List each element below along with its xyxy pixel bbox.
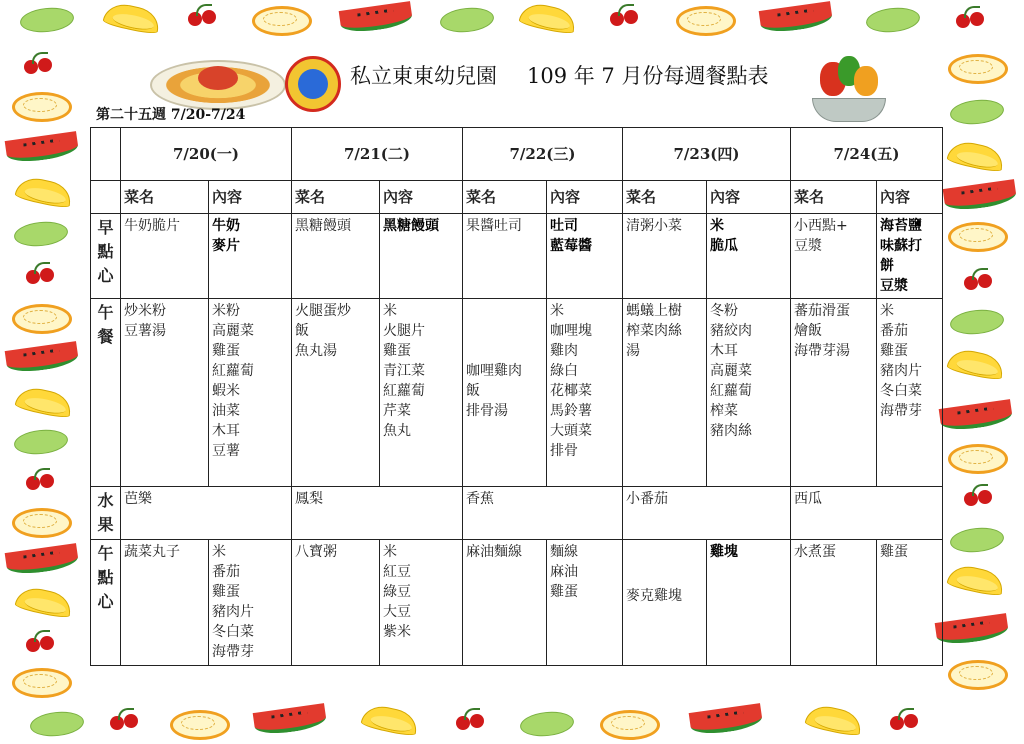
content-header: 內容 (547, 181, 623, 214)
banana-icon (102, 0, 162, 35)
watermelon-icon (689, 703, 764, 737)
content-line: 豆薯 (212, 443, 240, 459)
day-header: 7/21(二) (292, 128, 463, 181)
dish-line: 果醬吐司 (466, 218, 522, 234)
watermelon-icon (5, 341, 80, 375)
content-line: 米粉 (212, 303, 240, 319)
dish-cell (623, 540, 707, 666)
content-line: 麵線 (550, 544, 578, 560)
lemon-icon (676, 6, 736, 36)
dish-cell (791, 540, 877, 666)
dish-line: 黑糖饅頭 (295, 218, 351, 234)
dish-line: 湯 (626, 343, 640, 359)
watermelon-icon (943, 179, 1018, 213)
dish-line: 榨菜肉絲 (626, 323, 682, 339)
dish-line: 海帶芽湯 (794, 343, 850, 359)
content-cell (380, 299, 463, 487)
banana-icon (518, 0, 578, 35)
content-line: 冬白菜 (880, 383, 922, 399)
food-plate-icon (150, 60, 286, 110)
dish-line: 燴飯 (794, 323, 822, 339)
cherry-icon (450, 708, 490, 730)
page-title (350, 60, 798, 90)
content-line: 高麗菜 (710, 363, 752, 379)
content-cell (877, 540, 943, 666)
content-line: 馬鈴薯 (550, 403, 592, 419)
dish-header: 菜名 (791, 181, 877, 214)
cherry-icon (884, 708, 924, 730)
dish-cell (791, 299, 877, 487)
dish-header: 菜名 (623, 181, 707, 214)
corner-cell (91, 181, 121, 214)
cherry-icon (104, 708, 144, 730)
content-line: 蝦米 (212, 383, 240, 399)
cherry-icon (182, 4, 222, 26)
watermelon-icon (759, 1, 834, 35)
fruit-cell: 西瓜 (791, 487, 943, 540)
content-line: 米 (880, 303, 894, 319)
content-line: 雞蛋 (550, 584, 578, 600)
lemon-icon (948, 222, 1008, 252)
content-line: 黑糖饅頭 (383, 218, 439, 234)
watermelon-icon (5, 131, 80, 165)
dish-line: 排骨湯 (466, 403, 508, 419)
dish-header: 菜名 (121, 181, 209, 214)
dish-line: 麥克雞塊 (626, 588, 682, 604)
snack-row (91, 540, 943, 666)
content-line: 高麗菜 (212, 323, 254, 339)
lemon-icon (252, 6, 312, 36)
dish-cell (121, 540, 209, 666)
dish-line: 螞蟻上樹 (626, 303, 682, 319)
content-cell (209, 540, 292, 666)
lime-icon (865, 5, 921, 35)
content-line: 綠白 (550, 363, 578, 379)
lime-icon (519, 709, 575, 739)
content-line: 海帶芽 (212, 644, 254, 660)
lemon-icon (948, 54, 1008, 84)
cherry-icon (18, 52, 58, 74)
content-line: 餅 (880, 258, 894, 274)
dish-cell (463, 214, 547, 299)
banana-icon (946, 138, 1006, 173)
content-line: 麻油 (550, 564, 578, 580)
dish-line: 牛奶脆片 (124, 218, 180, 234)
content-header: 內容 (209, 181, 292, 214)
content-line: 海帶芽 (880, 403, 922, 419)
content-cell (209, 299, 292, 487)
cherry-icon (604, 4, 644, 26)
dish-header: 菜名 (292, 181, 380, 214)
lemon-icon (12, 92, 72, 122)
content-header: 內容 (707, 181, 791, 214)
row-label-lunch: 午 餐 (91, 299, 121, 487)
content-line: 雞蛋 (212, 584, 240, 600)
content-line: 芹菜 (383, 403, 411, 419)
banana-icon (804, 702, 864, 737)
menu-header (150, 50, 850, 120)
dish-cell (292, 214, 380, 299)
content-cell (877, 299, 943, 487)
content-line: 雞蛋 (212, 343, 240, 359)
cherry-icon (20, 468, 60, 490)
content-line: 藍莓醬 (550, 238, 592, 254)
content-line: 花椰菜 (550, 383, 592, 399)
corner-cell (91, 128, 121, 181)
content-line: 大豆 (383, 604, 411, 620)
banana-icon (946, 346, 1006, 381)
lime-icon (949, 97, 1005, 127)
dish-line: 小西點+ (794, 218, 848, 234)
content-line: 雞蛋 (880, 343, 908, 359)
row-label-snack: 午 點 心 (91, 540, 121, 666)
content-line: 綠豆 (383, 584, 411, 600)
content-line: 魚丸 (383, 423, 411, 439)
content-line: 吐司 (550, 218, 578, 234)
dish-cell (463, 540, 547, 666)
dish-line: 咖哩雞肉 (466, 363, 522, 379)
banana-icon (14, 584, 74, 619)
content-line: 米 (383, 544, 397, 560)
lime-icon (949, 525, 1005, 555)
menu-table (90, 127, 943, 666)
content-line: 豬肉片 (212, 604, 254, 620)
content-line: 紅豆 (383, 564, 411, 580)
content-line: 紅蘿蔔 (212, 363, 254, 379)
school-logo-icon (285, 56, 341, 112)
dish-line: 豆薯湯 (124, 323, 166, 339)
content-line: 番茄 (880, 323, 908, 339)
content-line: 雞肉 (550, 343, 578, 359)
breakfast-row (91, 214, 943, 299)
school-name: 私立東東幼兒園 (350, 64, 497, 88)
content-cell (547, 214, 623, 299)
content-line: 青江菜 (383, 363, 425, 379)
dish-cell (463, 299, 547, 487)
content-line: 米 (550, 303, 564, 319)
watermelon-icon (935, 613, 1010, 647)
vegetable-bowl-icon (812, 56, 888, 122)
lemon-icon (12, 668, 72, 698)
lime-icon (19, 5, 75, 35)
content-line: 豬肉絲 (710, 423, 752, 439)
dish-cell (121, 214, 209, 299)
fruit-cell: 鳳梨 (292, 487, 463, 540)
day-header: 7/23(四) (623, 128, 791, 181)
dish-cell (292, 299, 380, 487)
watermelon-icon (5, 543, 80, 577)
content-line: 豬絞肉 (710, 323, 752, 339)
lime-icon (13, 219, 69, 249)
dish-line: 炒米粉 (124, 303, 166, 319)
content-line: 大頭菜 (550, 423, 592, 439)
dish-line: 八寶粥 (295, 544, 337, 560)
content-line: 番茄 (212, 564, 240, 580)
content-line: 排骨 (550, 443, 578, 459)
watermelon-icon (253, 703, 328, 737)
content-line: 紫米 (383, 624, 411, 640)
content-line: 海苔鹽 (880, 218, 922, 234)
content-line: 米 (212, 544, 226, 560)
content-cell (547, 299, 623, 487)
content-line: 紅蘿蔔 (383, 383, 425, 399)
dish-cell (791, 214, 877, 299)
dish-line: 水煮蛋 (794, 544, 836, 560)
cherry-icon (20, 630, 60, 652)
dish-line: 飯 (295, 323, 309, 339)
cherry-icon (958, 484, 998, 506)
banana-icon (14, 174, 74, 209)
dish-cell (292, 540, 380, 666)
fruit-row (91, 487, 943, 540)
cherry-icon (958, 268, 998, 290)
content-line: 冬粉 (710, 303, 738, 319)
content-line: 咖哩塊 (550, 323, 592, 339)
dish-line: 豆漿 (794, 238, 822, 254)
dish-line: 飯 (466, 383, 480, 399)
banana-icon (946, 562, 1006, 597)
day-header: 7/24(五) (791, 128, 943, 181)
cherry-icon (950, 6, 990, 28)
content-line: 豬肉片 (880, 363, 922, 379)
lime-icon (439, 5, 495, 35)
dish-line: 蕃茄滑蛋 (794, 303, 850, 319)
content-line: 冬白菜 (212, 624, 254, 640)
dish-cell (121, 299, 209, 487)
lunch-row (91, 299, 943, 487)
dish-line: 蔬菜丸子 (124, 544, 180, 560)
dish-cell (623, 299, 707, 487)
row-label-breakfast: 早 點 心 (91, 214, 121, 299)
content-line: 雞蛋 (880, 544, 908, 560)
content-line: 麥片 (212, 238, 240, 254)
content-line: 牛奶 (212, 218, 240, 234)
dish-line: 火腿蛋炒 (295, 303, 351, 319)
watermelon-icon (939, 399, 1014, 433)
cherry-icon (20, 262, 60, 284)
fruit-cell: 香蕉 (463, 487, 623, 540)
content-cell (707, 299, 791, 487)
lime-icon (29, 709, 85, 739)
lime-icon (949, 307, 1005, 337)
lemon-icon (12, 508, 72, 538)
content-line: 榨菜 (710, 403, 738, 419)
week-label: 第二十五週 7/20-7/24 (96, 107, 246, 123)
content-line: 油菜 (212, 403, 240, 419)
content-line: 米 (383, 303, 397, 319)
row-label-fruit: 水 果 (91, 487, 121, 540)
dish-line: 麻油麵線 (466, 544, 522, 560)
content-line: 豆漿 (880, 278, 908, 294)
content-cell (707, 214, 791, 299)
content-cell (209, 214, 292, 299)
fruit-cell: 芭樂 (121, 487, 292, 540)
day-header: 7/22(三) (463, 128, 623, 181)
content-line: 火腿片 (383, 323, 425, 339)
column-header-row (91, 181, 943, 214)
lemon-icon (948, 444, 1008, 474)
fruit-cell: 小番茄 (623, 487, 791, 540)
content-line: 雞蛋 (383, 343, 411, 359)
content-line: 米 (710, 218, 724, 234)
content-header: 內容 (380, 181, 463, 214)
content-cell (707, 540, 791, 666)
dish-header: 菜名 (463, 181, 547, 214)
content-line: 脆瓜 (710, 238, 738, 254)
banana-icon (14, 384, 74, 419)
content-line: 木耳 (710, 343, 738, 359)
lemon-icon (600, 710, 660, 740)
day-header: 7/20(一) (121, 128, 292, 181)
lemon-icon (12, 304, 72, 334)
dish-line: 魚丸湯 (295, 343, 337, 359)
watermelon-icon (339, 1, 414, 35)
banana-icon (360, 702, 420, 737)
content-line: 木耳 (212, 423, 240, 439)
content-cell (877, 214, 943, 299)
content-line: 雞塊 (710, 544, 738, 560)
menu-title: 109 年 7 月份每週餐點表 (527, 64, 769, 88)
content-cell (380, 540, 463, 666)
content-line: 味蘇打 (880, 238, 922, 254)
day-header-row (91, 128, 943, 181)
content-cell (380, 214, 463, 299)
lime-icon (13, 427, 69, 457)
dish-cell (623, 214, 707, 299)
content-cell (547, 540, 623, 666)
content-line: 紅蘿蔔 (710, 383, 752, 399)
lemon-icon (948, 660, 1008, 690)
lemon-icon (170, 710, 230, 740)
content-header: 內容 (877, 181, 943, 214)
dish-line: 清粥小菜 (626, 218, 682, 234)
